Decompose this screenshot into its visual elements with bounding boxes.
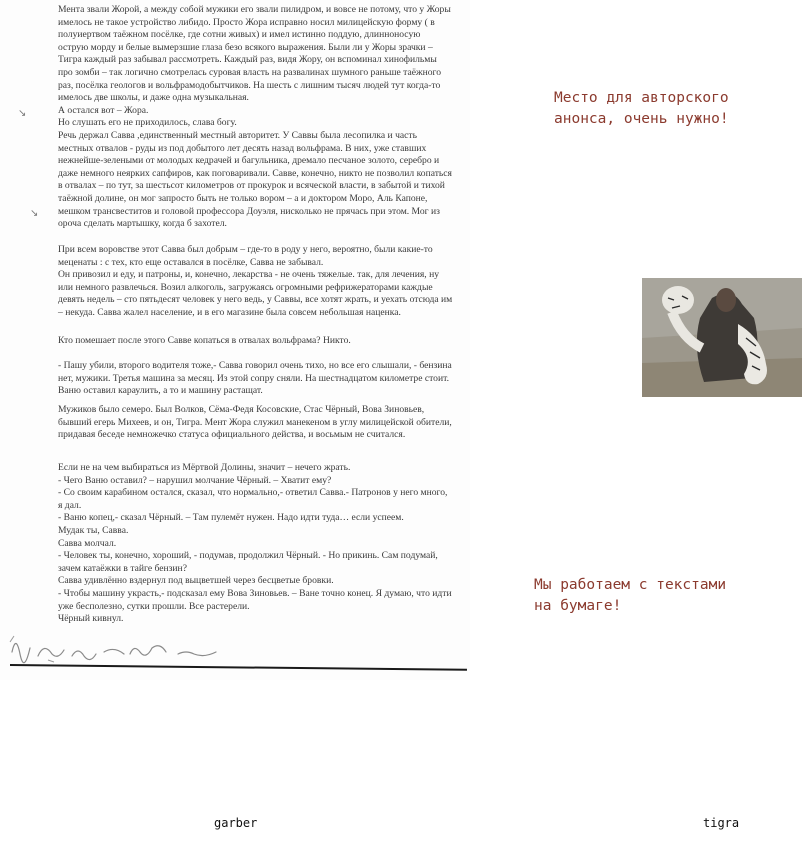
caption-right: tigra xyxy=(703,816,740,830)
paragraph-1: Мента звали Жорой, а между собой мужики его звали пилидром, и вовсе не потому, что у Жоры имелось не такое устройство либидо. Просто Жора исправно носил милицейскую форму ( в полуиертвом таёжном посёлке, где сотни живых) и имел истинно поддую, длинноносую острую морду и белые вымерзшие глаза безо всякого выражения. Были ли у Жоры зрачки – Тигра каждый раз забывал рассмотреть. Каждый раз, видя Жору, он вспоминал хинофильмы про зомби – так логично смотрелась суровая власть на развалинах шумного раньше таёжного раз, посёлка геологов и вольфрамодобытчиков. На шесть с лишним тысяч людей тут когда-то имелось две школы, и даже одна музыкальная. А остался вот – Жора. Но слушать его не приходилось, слава богу. Речь держал Савва ,единственный местный авторитет. У Саввы была лесопилка и часть местных отвалов - руды из под добытого лет десять назад вольфрама. В них, уже ставших нежнейше-зелеными от молодых кедрачей и багульника, дремало песчаное золото, серебро и даже немного неярких сапфиров, как поговаривали. Савве, конечно, никто не позволил копаться в отвалах – по тут, за шестьсот километров от прокурок и всяческой власти, в забытой и тихой таёжной долине, он мог запросто быть не только вором – а и доктором Моро, Аль Капоне, мешком трансвеститов и головой профессора Доуэля, нисколько не прячась при этом. Мог из ороча сделать мартышку, когда б захотел. xyxy=(58,4,452,230)
paragraph-4: - Пашу убили, второго водителя тоже,- Савва говорил очень тихо, но все его слышали, - бензина нет, мужики. Третья машина за месяц. Из этой сопру сняли. На шестнадцатом километре стоит. Ваню оставил караулить, а то и машину растащат. xyxy=(58,360,452,397)
scanned-page xyxy=(0,0,470,680)
paragraph-6: Если не на чем выбираться из Мёртвой Долины, значит – нечего жрать. - Чего Ваню оставил? – нарушил молчание Чёрный. – Хватит ему? - Со своим карабином остался, сказал, что нормально,- ответил Савва.- Патронов у него много, я дал. - Ваню копец,- сказал Чёрный. – Там пулемёт нужен. Надо идти туда… если успеем. Мудак ты, Савва. Савва молчал. - Человек ты, конечно, хороший, - подумав, продолжил Чёрный. - Но прикинь. Сам подумай, зачем катаёжки в тайге бензин? Савва удивлённо вздернул под выцветшей через бесцветые бровки. - Чтобы машину украсть,- подсказал ему Вова Зиновьев. – Ване точно конец. Я думаю, что идти уже бесполезно, сутки прошли. Все растерели. Чёрный кивнул. xyxy=(58,462,452,625)
caption-left: garber xyxy=(214,816,258,830)
margin-mark: ↘ xyxy=(18,108,27,119)
paper-texts-note: Мы работаем с текстами на бумаге! xyxy=(534,577,727,614)
author-announcement-note: Место для авторского анонса, очень нужно! xyxy=(554,90,729,127)
tiger-hug-photo xyxy=(642,278,802,397)
handwritten-signature xyxy=(8,630,223,666)
margin-mark: ↘ xyxy=(30,208,39,219)
paragraph-5: Мужиков было семеро. Был Волков, Сёма-Федя Косовские, Стас Чёрный, Вова Зиновьев, бывший егерь Михеев, и он, Тигра. Мент Жора служил манекеном в углу милицейской обители, придавая беседе немножечко статуса официального действа, и восьмым не считался. xyxy=(58,404,452,441)
paragraph-3: Кто помешает после этого Савве копаться в отвалах вольфрама? Никто. xyxy=(58,335,351,346)
paragraph-2: При всем воровстве этот Савва был добрым – где-то в роду у него, вероятно, были какие-то меценаты : с тех, кто еще оставался в посёлке, Савва не забывал. Он привозил и еду, и патроны, и, конечно, лекарства - не очень тяжелые. так, для лечения, ну или немного развлечься. Возил алкоголь, загружаясь огромными рефрижераторами каждые девять недель – сто пятьдесят человек у него ведь, у Саввы, все хотят жрать, и уехать отсюда им – некуда. Савва жалел население, и в его магазине была совсем небольшая наценка. xyxy=(58,244,453,318)
bottom-rule xyxy=(10,664,467,671)
